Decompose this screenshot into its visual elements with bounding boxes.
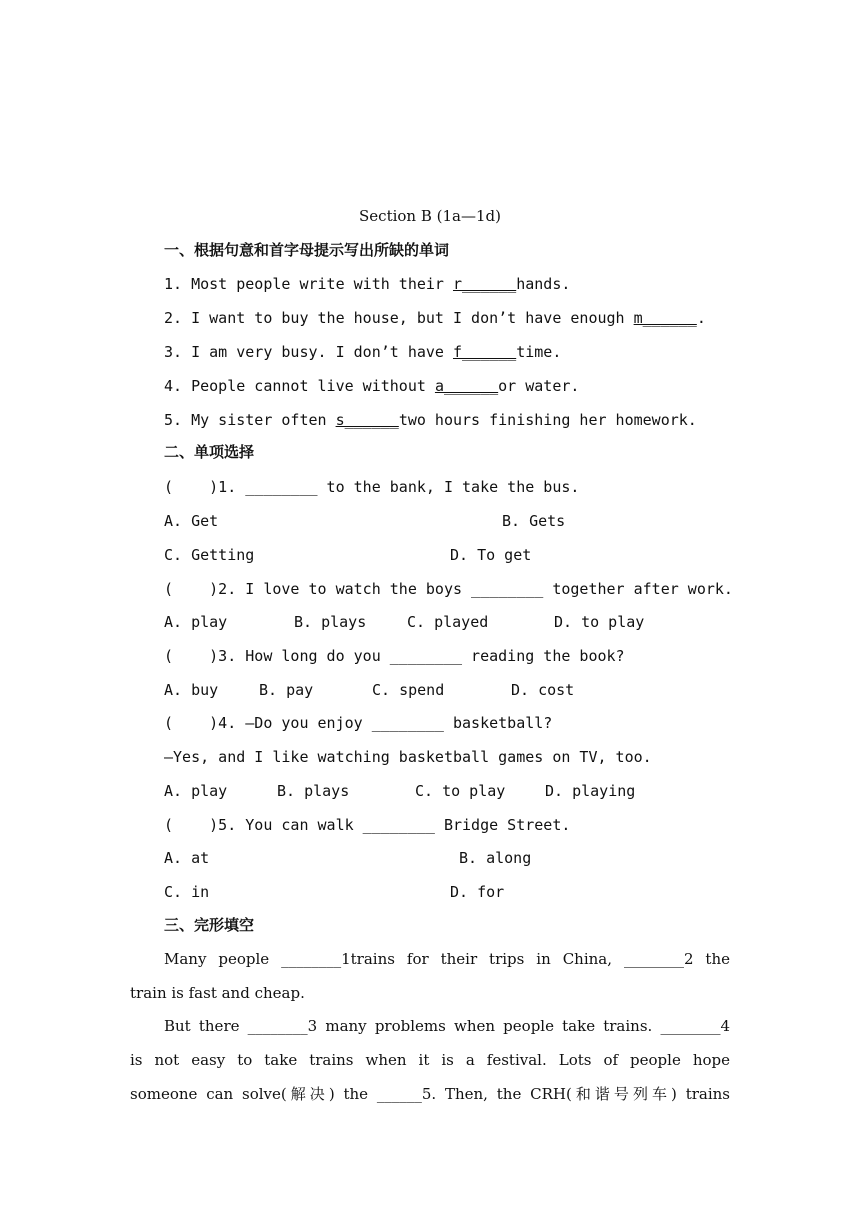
fill-item-1: [164, 274, 570, 294]
fill-item-4-text: 4. People cannot live without: [164, 377, 435, 395]
mc-q2-stem: ( )2. I love to watch the boys ________ together after work.: [164, 580, 733, 598]
cloze-line-1: Many people ________1trains for their trips in China, ________2 the: [164, 950, 730, 968]
mc-q3-option-d: D. cost: [511, 681, 575, 699]
mc-q5-stem: ( )5. You can walk ________ Bridge Street.: [164, 816, 571, 834]
mc-q5-option-a: A. at: [164, 849, 210, 867]
fill-item-1-end: hands.: [516, 275, 571, 293]
mc-q2-option-a: A. play: [164, 613, 228, 631]
fill-item-4-blank: a______: [434, 377, 499, 395]
fill-item-5-end: two hours finishing her homework.: [398, 411, 697, 429]
mc-q1-option-b: B. Gets: [502, 512, 566, 530]
mc-q1-option-d: D. To get: [450, 546, 532, 564]
fill-item-3-blank: f______: [452, 343, 517, 361]
fill-item-3: [164, 342, 561, 362]
part2-heading: 二、单项选择: [164, 443, 255, 461]
section-title: Section B (1a—1d): [359, 207, 501, 225]
fill-item-5-blank: s______: [335, 411, 399, 429]
fill-item-1-text: 1. Most people write with their: [164, 275, 453, 293]
mc-q5-option-b: B. along: [459, 849, 532, 867]
mc-q2-option-c: C. played: [407, 613, 489, 631]
fill-item-2-text: 2. I want to buy the house, but I don’t have enough: [164, 309, 634, 327]
mc-q1-option-a: A. Get: [164, 512, 219, 530]
fill-item-2-end: .: [696, 309, 706, 327]
fill-item-4-end: or water.: [498, 377, 580, 395]
cloze-line-2: train is fast and cheap.: [130, 984, 305, 1002]
mc-q2-option-d: D. to play: [554, 613, 645, 631]
mc-q3-option-c: C. spend: [372, 681, 445, 699]
mc-q5-option-d: D. for: [450, 883, 505, 901]
fill-item-2: [164, 308, 706, 328]
cloze-line-5: someone can solve(解决) the ______5. Then, the CRH(和谐号列车) trains: [130, 1085, 730, 1103]
fill-item-5: [164, 410, 697, 430]
mc-q4-option-b: B. plays: [277, 782, 350, 800]
mc-q4-option-a: A. play: [164, 782, 228, 800]
mc-q4-option-c: C. to play: [415, 782, 506, 800]
part3-heading: 三、完形填空: [164, 916, 255, 934]
mc-q2-option-b: B. plays: [294, 613, 367, 631]
fill-item-4: [164, 376, 579, 396]
fill-item-2-blank: m______: [633, 309, 697, 327]
mc-q4-stem: ( )4. —Do you enjoy ________ basketball?: [164, 714, 553, 732]
mc-q5-option-c: C. in: [164, 883, 210, 901]
mc-q4-option-d: D. playing: [545, 782, 636, 800]
cloze-line-4: is not easy to take trains when it is a festival. Lots of people hope: [130, 1051, 730, 1069]
fill-item-5-text: 5. My sister often: [164, 411, 336, 429]
fill-item-3-text: 3. I am very busy. I don’t have: [164, 343, 453, 361]
mc-q1-stem: ( )1. ________ to the bank, I take the bus.: [164, 478, 580, 496]
mc-q1-option-c: C. Getting: [164, 546, 255, 564]
mc-q3-option-b: B. pay: [259, 681, 314, 699]
cloze-line-3: But there ________3 many problems when people take trains. ________4: [164, 1017, 730, 1035]
mc-q3-stem: ( )3. How long do you ________ reading the book?: [164, 647, 625, 665]
fill-item-3-end: time.: [516, 343, 562, 361]
fill-item-1-blank: r______: [452, 275, 517, 293]
mc-q3-option-a: A. buy: [164, 681, 219, 699]
mc-q4-stem-reply: —Yes, and I like watching basketball games on TV, too.: [164, 748, 652, 766]
part1-heading: 一、根据句意和首字母提示写出所缺的单词: [164, 241, 450, 259]
